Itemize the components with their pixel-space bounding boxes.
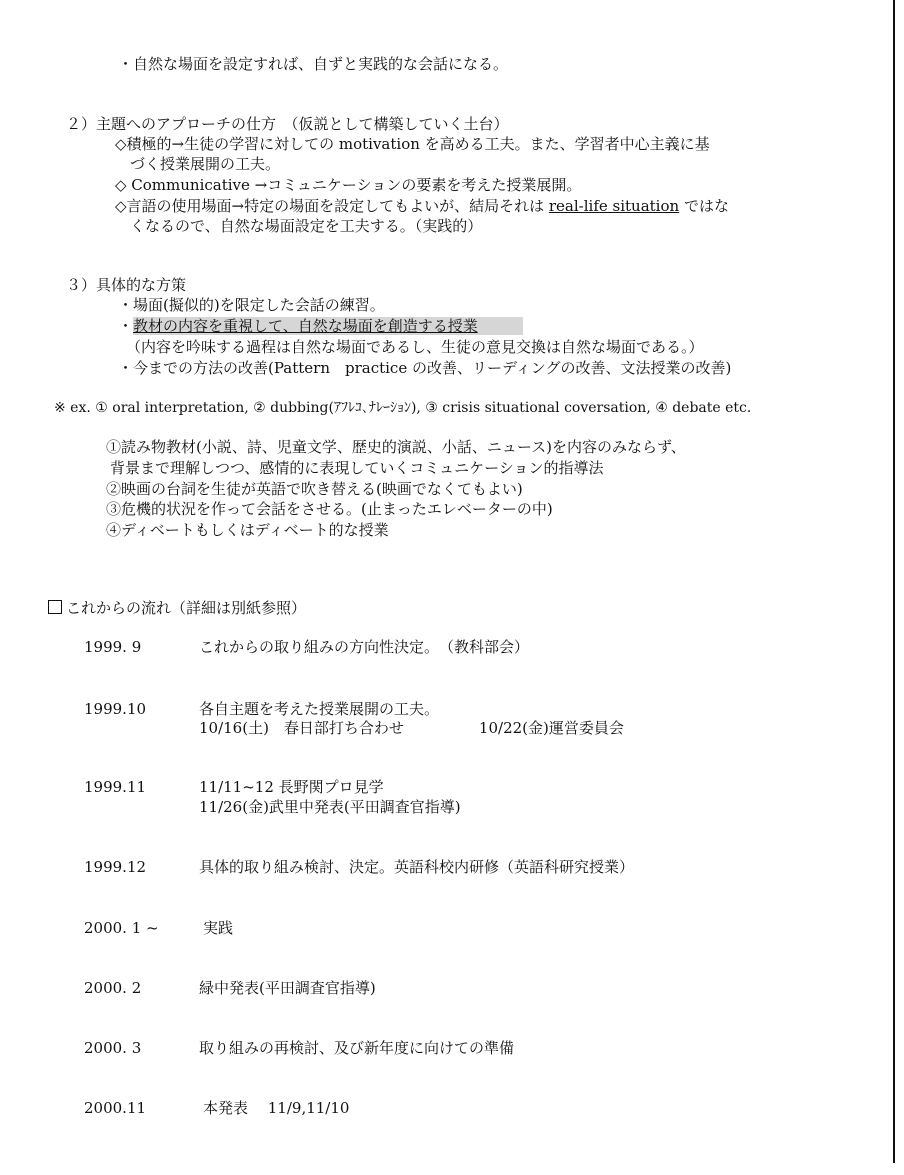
s3-item-2-note: （内容を吟味する過程は自然な場面であるし、生徒の意見交換は自然な場面である。） xyxy=(126,338,704,356)
example-note-1-line-2: 背景まで理解しつつ、感情的に表現していくコミュニケーション的指導法 xyxy=(110,459,604,477)
timeline-date: 1999.12 xyxy=(84,858,147,876)
timeline-date: 1999.11 xyxy=(84,778,147,796)
examples-line: ※ ex. ① oral interpretation, ② dubbing(ｱﾌﾚｺ､ﾅﾚｰｼｮﾝ), ③ crisis situational coversation, ④ debate etc. xyxy=(54,400,752,416)
s2-bullet-1-line-1: ◇積極的→生徒の学習に対しての motivation を高める工夫。また、学習者中心主義に基 xyxy=(115,135,710,153)
timeline-event: 取り組みの再検討、及び新年度に向けての準備 xyxy=(199,1039,515,1057)
timeline-event: これからの取り組みの方向性決定。 （教科部会） xyxy=(199,638,530,656)
timeline-event: 具体的取り組み検討、決定。英語科校内研修（英語科研究授業） xyxy=(199,858,635,876)
highlighted-method: 教材の内容を重視して、自然な場面を創造する授業 xyxy=(133,317,478,335)
timeline-date: 1999.10 xyxy=(84,700,147,718)
example-note-3: ③危機的状況を作って会話をさせる。(止まったエレベーターの中) xyxy=(106,500,553,518)
checkbox-square-icon xyxy=(48,600,62,614)
s3-item-1: ・場面(擬似的)を限定した会話の練習。 xyxy=(118,296,385,314)
page-right-border xyxy=(893,0,895,1163)
timeline-event: 本発表 11/9,11/10 xyxy=(203,1099,350,1117)
section-3-heading: ３）具体的な方策 xyxy=(66,276,187,294)
s3-item-2: ・教材の内容を重視して、自然な場面を創造する授業 xyxy=(118,316,523,336)
timeline-date: 2000. 2 xyxy=(84,979,142,997)
section-2-heading: ２）主題へのアプローチの仕方 （仮説として構築していく土台） xyxy=(66,115,509,133)
intro-line: ・自然な場面を設定すれば、自ずと実践的な会話になる。 xyxy=(118,55,509,73)
s2-bullet-1-line-2: づく授業展開の工夫。 xyxy=(130,155,281,173)
s2-bullet-2: ◇ Communicative →コミュニケーションの要素を考えた授業展開。 xyxy=(115,176,582,194)
s2-bullet-3-line-1: ◇言語の使用場面→特定の場面を設定してもよいが、結局それは real-life situation ではな xyxy=(115,197,729,215)
s3-item-3: ・今までの方法の改善(Pattern practice の改善、リーディングの改善、文法授業の改善) xyxy=(118,359,732,377)
timeline-event: 緑中発表(平田調査官指導) xyxy=(199,979,376,997)
timeline-event: 実践 xyxy=(203,919,234,937)
example-note-2: ②映画の台詞を生徒が英語で吹き替える(映画でなくてもよい) xyxy=(106,480,523,498)
s2-bullet-3-line-2: くなるので、自然な場面設定を工夫する。（実践的） xyxy=(130,217,483,235)
timeline-subevent: 10/16(土) 春日部打ち合わせ 10/22(金)運営委員会 xyxy=(199,719,624,737)
timeline-date: 2000. 1 ~ xyxy=(84,919,159,937)
real-life-situation-term: real-life situation xyxy=(548,197,680,215)
example-note-4: ④ディベートもしくはディベート的な授業 xyxy=(106,521,389,539)
timeline-date: 2000. 3 xyxy=(84,1039,142,1057)
timeline-subevent: 11/26(金)武里中発表(平田調査官指導) xyxy=(199,798,461,816)
timeline-date: 1999. 9 xyxy=(84,638,142,656)
timeline-event: 各自主題を考えた授業展開の工夫。 xyxy=(199,700,440,718)
timeline-event: 11/11~12 長野関プロ見学 xyxy=(199,778,384,796)
timeline-date: 2000.11 xyxy=(84,1099,147,1117)
example-note-1-line-1: ①読み物教材(小説、詩、児童文学、歴史的演説、小話、ニュース)を内容のみならず、 xyxy=(106,438,686,456)
flow-heading: これからの流れ（詳細は別紙参照） xyxy=(48,598,306,618)
